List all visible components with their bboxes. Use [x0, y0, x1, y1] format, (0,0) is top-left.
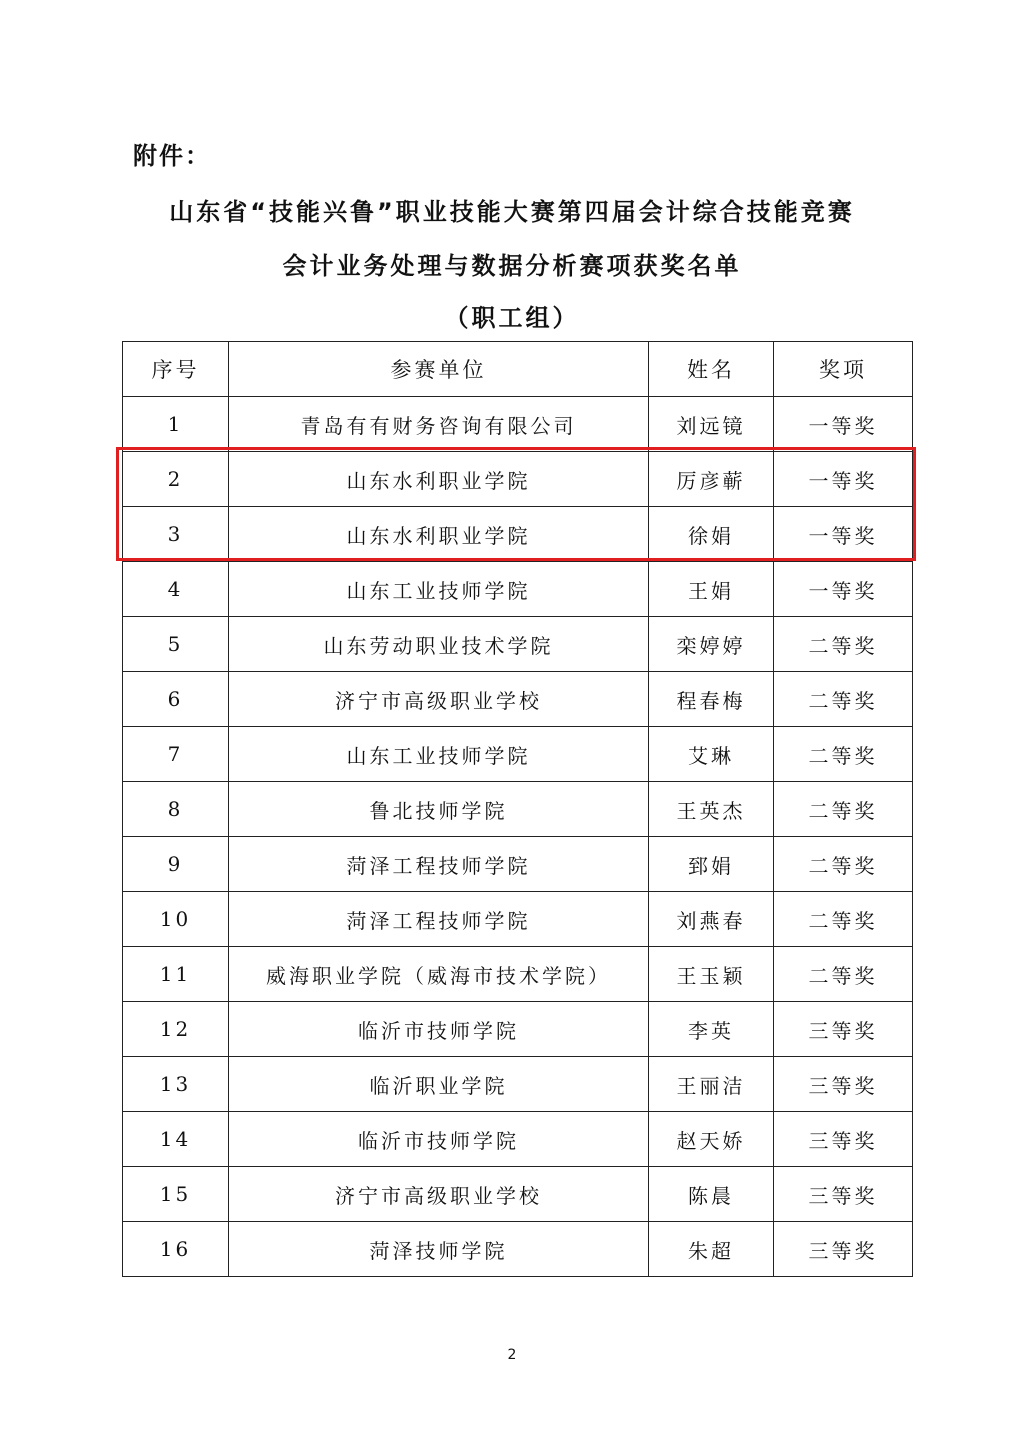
cell-name: 陈晨 [649, 1167, 774, 1222]
cell-index: 7 [123, 727, 229, 782]
table-row [123, 1222, 913, 1277]
cell-award: 三等奖 [774, 1057, 913, 1112]
cell-index: 11 [123, 947, 229, 1002]
table-row [123, 1002, 913, 1057]
cell-name: 郅娟 [649, 837, 774, 892]
cell-award: 三等奖 [774, 1002, 913, 1057]
table-row [123, 1057, 913, 1112]
cell-unit: 山东劳动职业技术学院 [229, 617, 649, 672]
cell-name: 厉彦蕲 [649, 452, 774, 507]
table-row [123, 672, 913, 727]
cell-award: 二等奖 [774, 782, 913, 837]
cell-name: 王丽洁 [649, 1057, 774, 1112]
cell-unit: 济宁市高级职业学校 [229, 1167, 649, 1222]
cell-index: 13 [123, 1057, 229, 1112]
cell-name: 王玉颖 [649, 947, 774, 1002]
cell-index: 4 [123, 562, 229, 617]
table-row [123, 452, 913, 507]
table-row [123, 397, 913, 452]
table-header-row [123, 342, 913, 397]
cell-index: 8 [123, 782, 229, 837]
cell-index: 9 [123, 837, 229, 892]
page-number: 2 [507, 1347, 517, 1363]
cell-name: 刘燕春 [649, 892, 774, 947]
document-title-line2: 会计业务处理与数据分析赛项获奖名单 [282, 252, 742, 280]
header-index: 序号 [123, 342, 229, 397]
cell-index: 12 [123, 1002, 229, 1057]
header-name: 姓名 [649, 342, 774, 397]
cell-name: 程春梅 [649, 672, 774, 727]
cell-award: 二等奖 [774, 837, 913, 892]
table-row [123, 782, 913, 837]
cell-award: 二等奖 [774, 672, 913, 727]
cell-award: 三等奖 [774, 1112, 913, 1167]
cell-name: 王娟 [649, 562, 774, 617]
table-row [123, 727, 913, 782]
cell-unit: 临沂职业学院 [229, 1057, 649, 1112]
cell-unit: 临沂市技师学院 [229, 1112, 649, 1167]
cell-name: 刘远镜 [649, 397, 774, 452]
cell-award: 一等奖 [774, 562, 913, 617]
cell-name: 艾琳 [649, 727, 774, 782]
cell-unit: 菏泽技师学院 [229, 1222, 649, 1277]
table-row [123, 1167, 913, 1222]
award-list-table [122, 341, 913, 1277]
cell-unit: 山东水利职业学院 [229, 507, 649, 562]
cell-name: 徐娟 [649, 507, 774, 562]
cell-award: 二等奖 [774, 617, 913, 672]
cell-award: 一等奖 [774, 452, 913, 507]
cell-index: 2 [123, 452, 229, 507]
cell-award: 三等奖 [774, 1222, 913, 1277]
table-row [123, 1112, 913, 1167]
table-row [123, 617, 913, 672]
cell-index: 14 [123, 1112, 229, 1167]
cell-unit: 青岛有有财务咨询有限公司 [229, 397, 649, 452]
cell-award: 一等奖 [774, 507, 913, 562]
cell-index: 10 [123, 892, 229, 947]
header-award: 奖项 [774, 342, 913, 397]
table-row [123, 562, 913, 617]
cell-award: 二等奖 [774, 727, 913, 782]
cell-index: 1 [123, 397, 229, 452]
table-row [123, 507, 913, 562]
cell-award: 二等奖 [774, 892, 913, 947]
cell-name: 王英杰 [649, 782, 774, 837]
cell-unit: 济宁市高级职业学校 [229, 672, 649, 727]
cell-index: 6 [123, 672, 229, 727]
table-row [123, 892, 913, 947]
document-title-line1: 山东省“技能兴鲁”职业技能大赛第四届会计综合技能竞赛 [169, 198, 855, 226]
cell-unit: 山东工业技师学院 [229, 562, 649, 617]
cell-unit: 山东工业技师学院 [229, 727, 649, 782]
table-row [123, 837, 913, 892]
document-title-line3: （职工组） [444, 304, 580, 332]
cell-index: 3 [123, 507, 229, 562]
cell-index: 16 [123, 1222, 229, 1277]
cell-award: 二等奖 [774, 947, 913, 1002]
cell-award: 一等奖 [774, 397, 913, 452]
attachment-label: 附件： [133, 142, 211, 170]
table-row [123, 947, 913, 1002]
header-unit: 参赛单位 [229, 342, 649, 397]
cell-unit: 威海职业学院（威海市技术学院） [229, 947, 649, 1002]
cell-name: 朱超 [649, 1222, 774, 1277]
cell-award: 三等奖 [774, 1167, 913, 1222]
cell-name: 栾婷婷 [649, 617, 774, 672]
cell-name: 李英 [649, 1002, 774, 1057]
cell-unit: 菏泽工程技师学院 [229, 892, 649, 947]
cell-unit: 临沂市技师学院 [229, 1002, 649, 1057]
cell-unit: 山东水利职业学院 [229, 452, 649, 507]
cell-index: 15 [123, 1167, 229, 1222]
cell-name: 赵天娇 [649, 1112, 774, 1167]
cell-unit: 菏泽工程技师学院 [229, 837, 649, 892]
cell-index: 5 [123, 617, 229, 672]
cell-unit: 鲁北技师学院 [229, 782, 649, 837]
